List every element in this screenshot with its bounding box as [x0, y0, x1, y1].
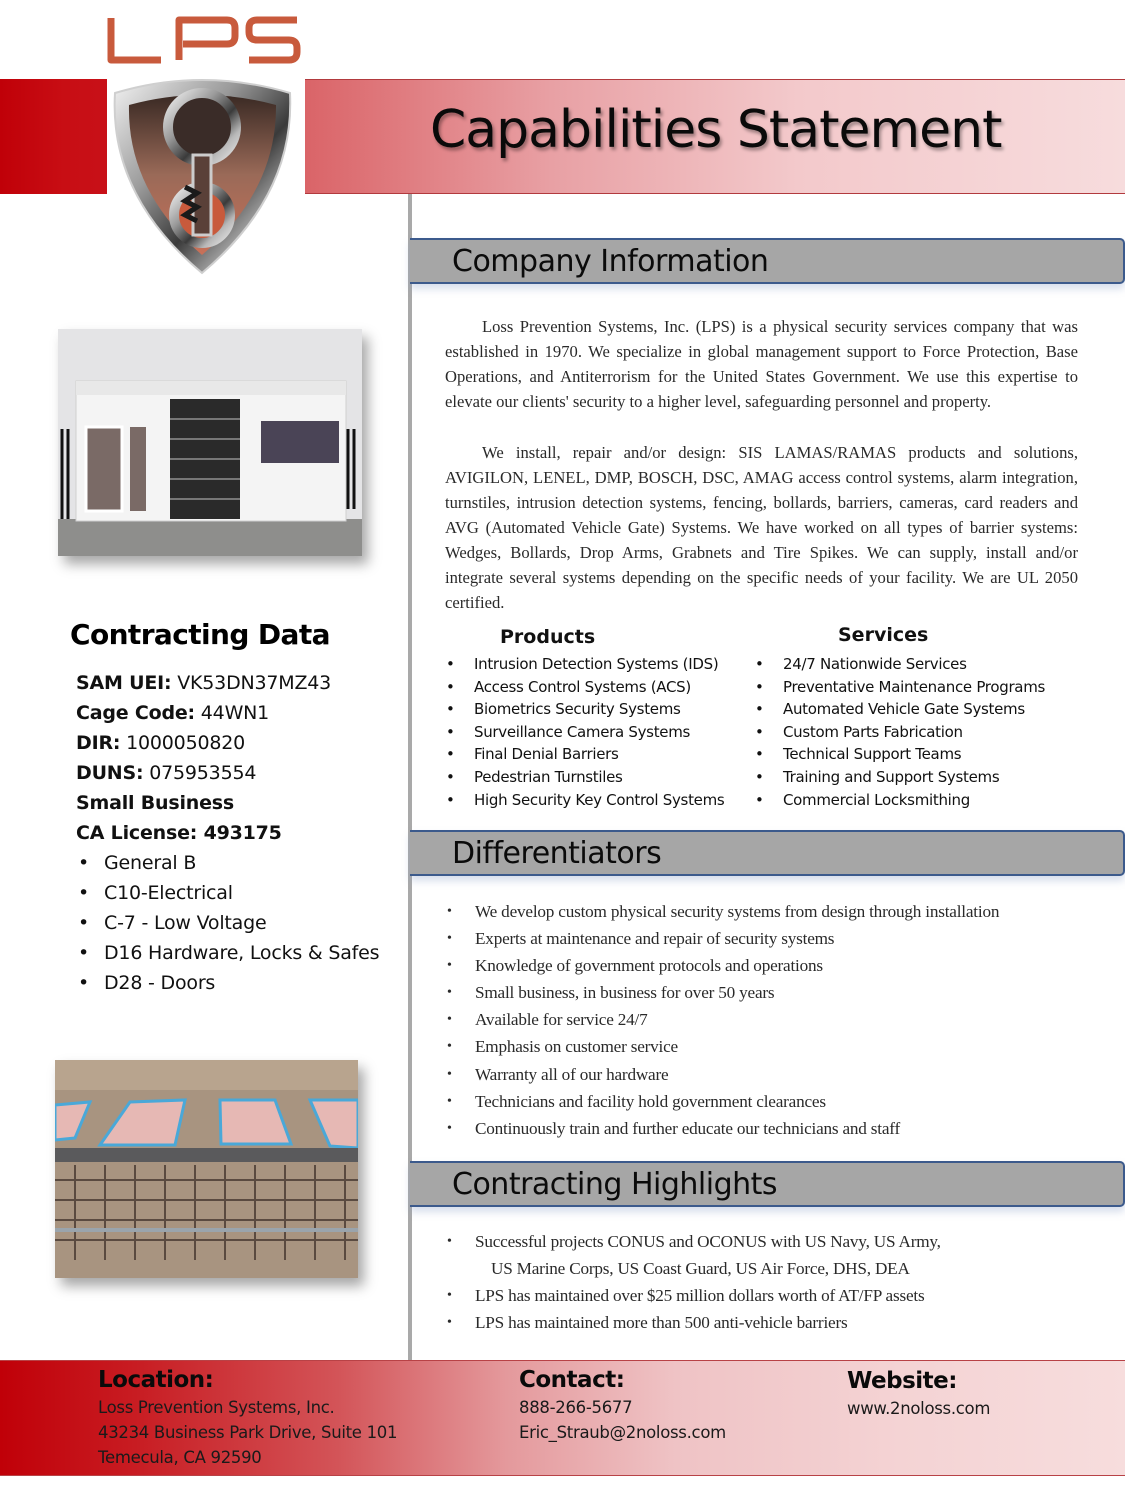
location-heading: Location: [98, 1367, 214, 1393]
products-list [446, 626, 756, 816]
service-item: • Automated Vehicle Gate Systems [755, 698, 1045, 721]
services-list [755, 624, 1095, 814]
license-item: • D28 - Doors [76, 968, 379, 998]
contact-phone[interactable]: 888-266-5677 [519, 1398, 633, 1417]
highlights-list [445, 1228, 941, 1336]
page-title: Capabilities Statement [430, 100, 1002, 160]
logo [0, 0, 310, 280]
shield-key-icon [105, 75, 300, 275]
license-item: • D16 Hardware, Locks & Safes [76, 938, 379, 968]
field-value: 075953554 [149, 762, 257, 784]
highlight-text: Successful projects CONUS and OCONUS with US Navy, US Army, [475, 1232, 941, 1251]
contracting-data-heading: Contracting Data [70, 618, 330, 651]
contracting-data-list [76, 668, 379, 998]
section-header-company-information [410, 238, 1125, 284]
section-title: Company Information [452, 244, 769, 279]
differentiator-item: • Available for service 24/7 [445, 1006, 999, 1033]
highlight-item [445, 1228, 941, 1282]
contact-email[interactable]: Eric_Straub@2noloss.com [519, 1423, 726, 1442]
field-label: Small Business [76, 792, 235, 814]
field-value: 44WN1 [200, 702, 270, 724]
guard-booth-turnstile-photo [58, 329, 362, 556]
license-item: • C-7 - Low Voltage [76, 908, 379, 938]
small-business-field [76, 788, 379, 818]
differentiators-list [445, 898, 999, 1142]
highlight-item: • LPS has maintained more than 500 anti-vehicle barriers [445, 1309, 941, 1336]
license-item: • C10-Electrical [76, 878, 379, 908]
website-heading: Website: [847, 1368, 957, 1394]
logo-wordmark [103, 14, 303, 66]
field-label: DIR: [76, 732, 121, 754]
section-title: Contracting Highlights [452, 1167, 778, 1202]
section-title: Differentiators [452, 836, 662, 871]
field-label: DUNS: [76, 762, 144, 784]
field-label: SAM UEI: [76, 672, 172, 694]
location-line: Loss Prevention Systems, Inc. [98, 1398, 335, 1417]
differentiator-item: • Small business, in business for over 50 years [445, 979, 999, 1006]
service-item: • Commercial Locksmithing [755, 789, 1045, 812]
highlight-item: • LPS has maintained over $25 million dollars worth of AT/FP assets [445, 1282, 941, 1309]
differentiator-item: • Experts at maintenance and repair of security systems [445, 925, 999, 952]
highlight-text-continued: US Marine Corps, US Coast Guard, US Air Force, DHS, DEA [491, 1259, 910, 1279]
company-paragraph-1: Loss Prevention Systems, Inc. (LPS) is a physical security services company that was established in 1970. We specialize in global management support to Force Protection, Base Operations, and Antiterrorism for the United States Government. We use this expertise to elevate our clients' security to a higher level, safeguarding personnel and property. [445, 317, 1078, 411]
field-value: 1000050820 [126, 732, 246, 754]
footer-location [98, 1365, 397, 1470]
photo-illustration [55, 1060, 358, 1278]
field-label: CA License: 493175 [76, 822, 282, 844]
product-item: • Access Control Systems (ACS) [446, 676, 724, 699]
cage-code-field [76, 698, 379, 728]
location-line: Temecula, CA 92590 [98, 1448, 262, 1467]
field-label: Cage Code: [76, 702, 195, 724]
product-item: • Pedestrian Turnstiles [446, 766, 724, 789]
product-item: • Intrusion Detection Systems (IDS) [446, 653, 724, 676]
product-item: • Surveillance Camera Systems [446, 721, 724, 744]
differentiator-item: • Technicians and facility hold government clearances [445, 1088, 999, 1115]
differentiator-item: • Continuously train and further educate our technicians and staff [445, 1115, 999, 1142]
service-item: • Training and Support Systems [755, 766, 1045, 789]
duns-field [76, 758, 379, 788]
service-item: • Technical Support Teams [755, 743, 1045, 766]
license-list [76, 848, 379, 998]
product-item: • High Security Key Control Systems [446, 789, 724, 812]
footer-contact [519, 1365, 726, 1445]
photo-illustration [58, 329, 362, 556]
footer [0, 1360, 1125, 1476]
service-item: • Preventative Maintenance Programs [755, 676, 1045, 699]
company-paragraph-2: We install, repair and/or design: SIS LAMAS/RAMAS products and solutions, AVIGILON, LENEL, DMP, BOSCH, DSC, AMAG access control systems, alarm integration, turnstiles, intrusion detection systems, fencing, bollards, barriers, cameras, card readers and AVG (Automated Vehicle Gate) Systems. We have worked on all types of barrier systems: Wedges, Bollards, Drop Arms, Grabnets and Tire Spikes. We can supply, install and/or integrate several systems depending on the specific needs of your facility. We are UL 2050 certified. [445, 443, 1078, 612]
contact-heading: Contact: [519, 1367, 625, 1393]
service-item: • 24/7 Nationwide Services [755, 653, 1045, 676]
differentiator-item: • We develop custom physical security systems from design through installation [445, 898, 999, 925]
product-item: • Final Denial Barriers [446, 743, 724, 766]
footer-website [847, 1366, 990, 1421]
dir-field [76, 728, 379, 758]
differentiator-item: • Emphasis on customer service [445, 1033, 999, 1060]
section-header-contracting-highlights [410, 1161, 1125, 1207]
ca-license-field [76, 818, 379, 848]
website-link[interactable]: www.2noloss.com [847, 1399, 991, 1418]
barrier-rebar-installation-photo [55, 1060, 358, 1278]
services-heading: Services [838, 624, 929, 646]
location-line: 43234 Business Park Drive, Suite 101 [98, 1423, 398, 1442]
field-value: VK53DN37MZ43 [177, 672, 332, 694]
sam-uei-field [76, 668, 379, 698]
products-heading: Products [500, 626, 596, 648]
license-item: • General B [76, 848, 379, 878]
differentiator-item: • Warranty all of our hardware [445, 1061, 999, 1088]
product-item: • Biometrics Security Systems [446, 698, 724, 721]
section-header-differentiators [410, 830, 1125, 876]
service-item: • Custom Parts Fabrication [755, 721, 1045, 744]
differentiator-item: • Knowledge of government protocols and operations [445, 952, 999, 979]
